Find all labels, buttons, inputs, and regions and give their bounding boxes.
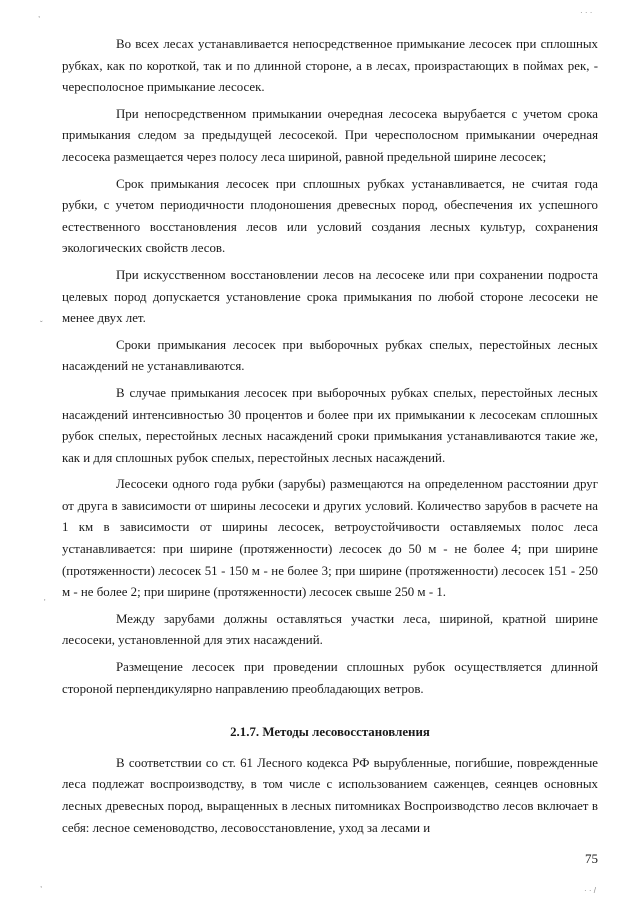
scan-speck: , xyxy=(38,10,41,19)
paragraph: Размещение лесосек при проведении сплошных рубок осуществляется длинной стороной перпендикулярно направлению преобладающих ветров. xyxy=(62,660,598,696)
paragraph: Лесосеки одного года рубки (зарубы) размещаются на определенном расстоянии друг от друга в зависимости от ширины лесосеки и других условий. Количество зарубов в расчете на 1 км в зависимости от ширины лесосек, ветроустойчивости оставляемых полос леса устанавливается: при ширине (протяженности) лесосек до 50 м - не более 4; при ширине (протяженности) лесосек 51 - 150 м - не более 3; при ширине (протяженности) лесосек 151 - 250 м - не более 2; при ширине (протяженности) лесосек свыше 250 м - 1. xyxy=(62,477,598,600)
paragraph: Срок примыкания лесосек при сплошных рубках устанавливается, не считая года рубки, с учетом периодичности плодоношения древесных пород, обеспечения их успешного естественного восстановления лесов или условий создания лесных культур, сохранения экологических свойств лесов. xyxy=(62,176,598,256)
scan-speck: , xyxy=(40,880,43,889)
page-number: 75 xyxy=(585,851,598,866)
scan-speck: ' xyxy=(44,598,46,607)
section-paragraph: В соответствии со ст. 61 Лесного кодекса РФ вырубленные, погибшие, поврежденные леса подлежат воспроизводству, в том числе с использованием саженцев, сеянцев основных лесных древесных пород, выращенных в лесных питомниках Воспроизводство лесов включает в себя: лесное семеноводство, лесовосстановление, уход за лесами и xyxy=(62,755,598,835)
scan-speck: · · / xyxy=(584,886,596,895)
paragraph: Между зарубами должны оставляться участки леса, шириной, кратной ширине лесосеки, установленной для этих насаждений. xyxy=(62,611,598,648)
scan-speck: ˇ xyxy=(40,320,43,329)
paragraph: Сроки примыкания лесосек при выборочных рубках спелых, перестойных лесных насаждений не устанавливаются. xyxy=(62,337,598,374)
paragraph: В случае примыкания лесосек при выборочных рубках спелых, перестойных лесных насаждений интенсивностью 30 процентов и более при их примыкании к лесосекам сплошных рубок спелых, перестойных лесных насаждений сроки примыкания устанавливаются такие же, как и для сплошных рубок спелых, перестойных лесных насаждений. xyxy=(62,385,598,465)
scan-speck: · · · xyxy=(580,8,593,17)
paragraph: При искусственном восстановлении лесов на лесосеке или при сохранении подроста целевых пород допускается установление срока примыкания по любой стороне лесосеки не менее двух лет. xyxy=(62,267,598,326)
document-page xyxy=(62,34,598,844)
section-heading: 2.1.7. Методы лесовосстановления xyxy=(230,725,430,740)
paragraph: При непосредственном примыкании очередная лесосека вырубается с учетом срока примыкания следом за предыдущей лесосекой. При чересполосном примыкании очередная лесосека размещается через полосу леса шириной, равной предельной ширине лесосек; xyxy=(62,106,598,164)
paragraph: Во всех лесах устанавливается непосредственное примыкание лесосек при сплошных рубках, как по короткой, так и по длинной стороне, а в лесах, произрастающих в поймах рек, - чересполосное примыкание лесосек. xyxy=(62,37,598,95)
